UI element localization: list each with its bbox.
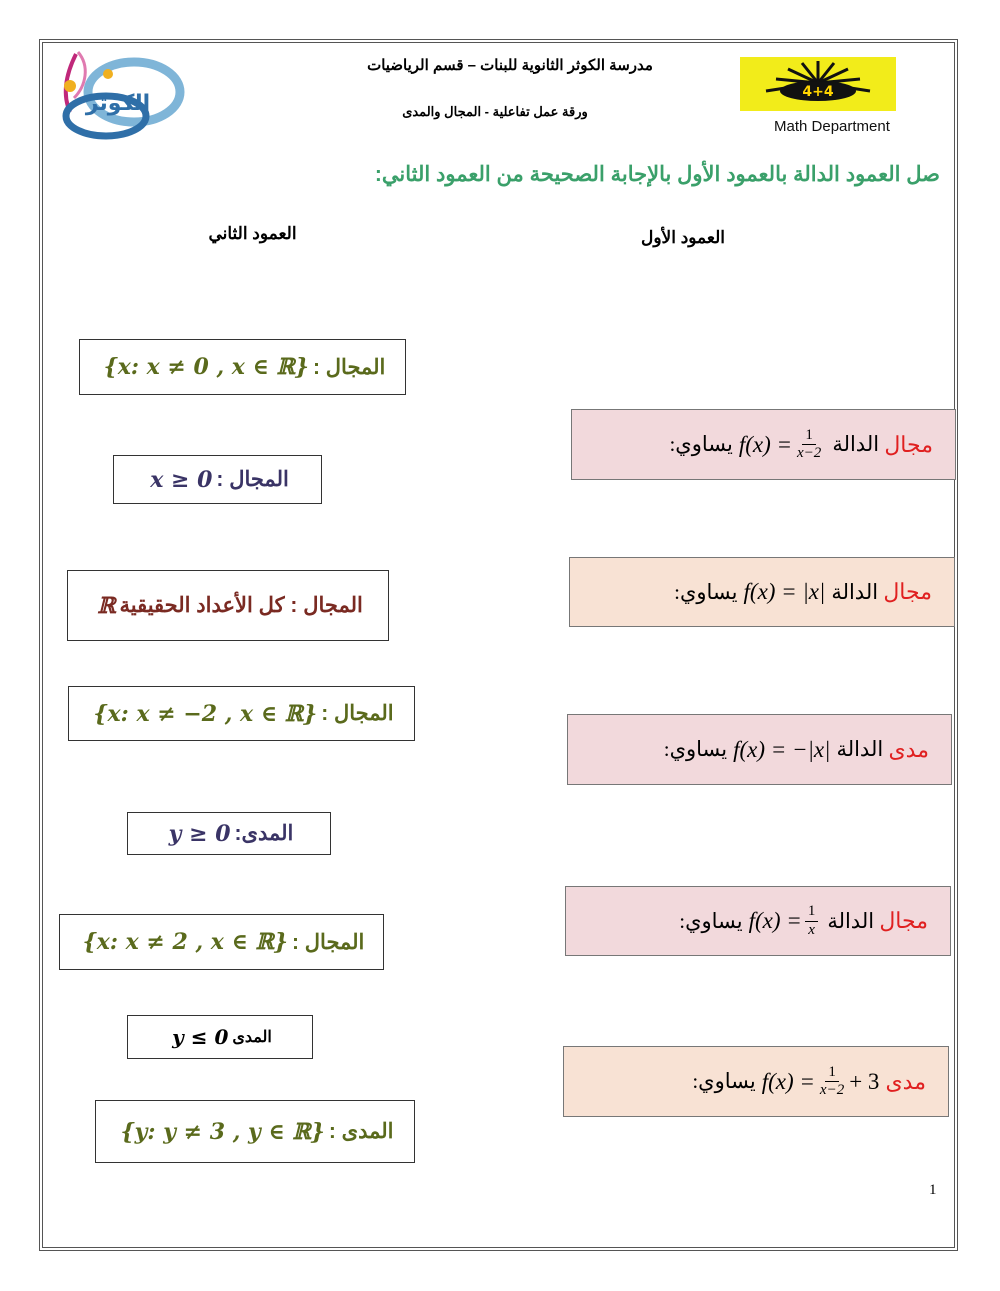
answer-math: {y: y ≠ 3 , y ∈ ℝ} — [120, 1118, 325, 1145]
answer-card-2[interactable] — [113, 455, 322, 504]
question-keyword: مجال — [879, 908, 928, 933]
question-suffix: يساوي: — [663, 737, 728, 761]
first-column-heading: العمود الأول — [641, 228, 725, 247]
fraction-numerator: 1 — [805, 903, 819, 921]
answer-math: y ≥ 0 — [168, 820, 231, 847]
fraction-denominator: x−2 — [819, 1082, 845, 1098]
question-prefix: الدالة — [827, 908, 875, 933]
answer-math: ℝ — [97, 592, 116, 619]
question-card-1[interactable] — [571, 409, 956, 480]
question-card-3[interactable] — [567, 714, 952, 785]
answer-card-3[interactable] — [67, 570, 389, 641]
answer-math: x ≥ 0 — [150, 466, 213, 493]
answer-card-5[interactable] — [127, 812, 331, 855]
logo-numbers: 4+4 — [802, 84, 834, 100]
answer-card-4[interactable] — [68, 686, 415, 741]
question-prefix: الدالة — [836, 737, 884, 761]
question-card-5[interactable] — [563, 1046, 949, 1117]
answer-label: المجال : — [312, 355, 386, 379]
answer-card-6[interactable] — [59, 914, 384, 970]
formula-rhs: + 3 — [849, 1068, 880, 1094]
formula-lhs: f(x) = — [761, 1068, 815, 1094]
question-keyword: مدى — [885, 1068, 926, 1094]
math-department-logo — [740, 57, 896, 111]
answer-label: المجال : — [291, 930, 365, 954]
formula-fraction — [795, 427, 823, 463]
answer-card-7[interactable] — [127, 1015, 313, 1059]
answer-label: المجال : — [321, 702, 394, 725]
question-suffix: يساوي: — [669, 432, 733, 456]
answer-label: المجال : كل الأعداد الحقيقية — [119, 594, 363, 617]
second-column-heading: العمود الثاني — [208, 224, 297, 243]
formula-lhs: f(x) = — [748, 908, 802, 933]
question-formula — [762, 1064, 880, 1100]
fraction-denominator: x−2 — [797, 445, 822, 461]
question-suffix: يساوي: — [674, 579, 738, 604]
question-keyword: مجال — [883, 579, 932, 604]
formula-fraction — [805, 903, 819, 939]
formula-lhs: f(x) = — [738, 431, 793, 457]
answer-math: y ≤ 0 — [172, 1025, 229, 1049]
formula-lhs: f(x) = |x| — [743, 579, 826, 604]
answer-math: {x: x ≠ 0 , x ∈ ℝ} — [103, 354, 309, 380]
fraction-denominator: x — [808, 921, 815, 938]
answer-math: {x: x ≠ −2 , x ∈ ℝ} — [93, 700, 318, 727]
question-formula — [749, 903, 822, 939]
formula-fraction — [818, 1064, 846, 1100]
fraction-numerator: 1 — [825, 1064, 839, 1082]
school-name: مدرسة الكوثر الثانوية للبنات – قسم الرياضيات — [367, 57, 653, 74]
fraction-numerator: 1 — [802, 427, 816, 445]
answer-card-8[interactable] — [95, 1100, 415, 1163]
question-prefix: الدالة — [831, 579, 879, 604]
answer-label: المدى: — [234, 822, 294, 845]
question-formula — [739, 427, 826, 463]
instruction-text: صل العمود الدالة بالعمود الأول بالإجابة الصحيحة من العمود الثاني: — [374, 163, 940, 186]
question-keyword: مدى — [888, 736, 929, 762]
question-card-2[interactable] — [569, 557, 955, 627]
question-formula — [733, 737, 830, 763]
question-keyword: مجال — [884, 431, 933, 457]
page-number: 1 — [929, 1182, 937, 1198]
worksheet-title: ورقة عمل تفاعلية - المجال والمدى — [402, 104, 588, 119]
question-suffix: يساوي: — [692, 1069, 756, 1093]
formula-lhs: f(x) = −|x| — [733, 736, 831, 762]
answer-card-1[interactable] — [79, 339, 406, 395]
answer-label: المدى — [232, 1029, 272, 1046]
answer-math: {x: x ≠ 2 , x ∈ ℝ} — [82, 929, 288, 955]
question-card-4[interactable] — [565, 886, 951, 956]
department-label: Math Department — [774, 118, 890, 135]
question-prefix: الدالة — [832, 432, 880, 456]
question-formula — [744, 579, 826, 605]
answer-label: المدى : — [328, 1120, 394, 1143]
school-logo — [48, 46, 188, 142]
answer-label: المجال : — [216, 468, 289, 491]
question-suffix: يساوي: — [679, 908, 743, 933]
school-logo-text: الكوثر — [85, 91, 151, 116]
